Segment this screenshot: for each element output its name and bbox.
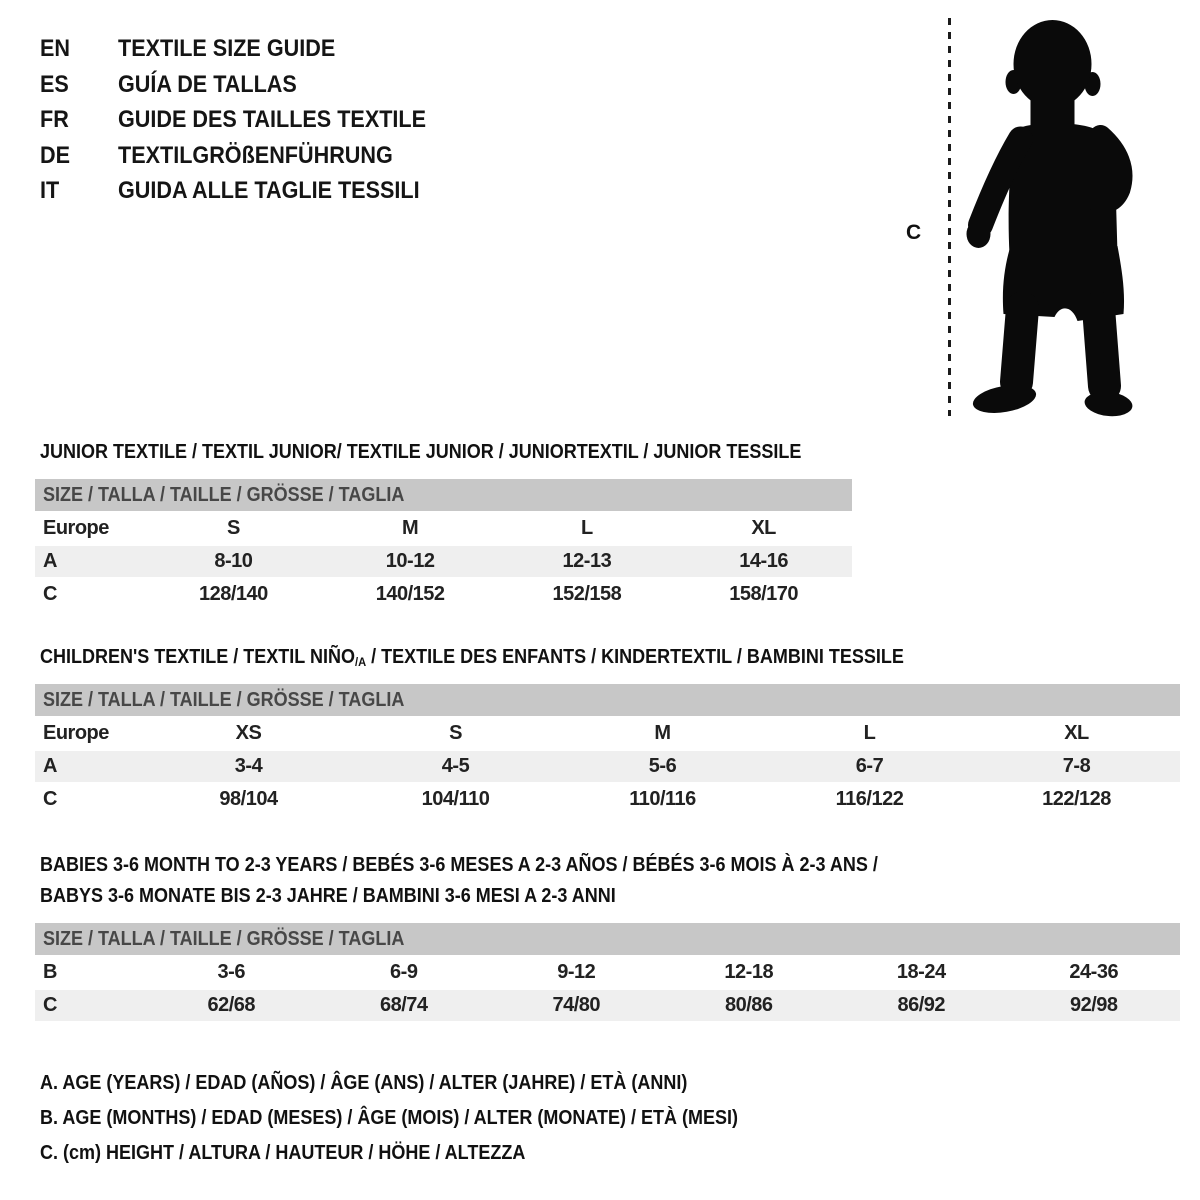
table-cell: 140/152	[375, 583, 445, 605]
row-label: Europe	[43, 517, 109, 539]
height-measure-label: C	[906, 221, 922, 244]
table-cell: 9-12	[557, 961, 596, 983]
row-label: C	[43, 788, 57, 810]
language-row-fr	[40, 102, 460, 138]
table-cell: 6-7	[855, 755, 884, 777]
children-section-title	[40, 642, 1000, 678]
guide-title-it: GUIDA ALLE TAGLIE TESSILI	[118, 177, 420, 205]
table-row	[35, 513, 852, 544]
babies-section-title	[40, 850, 971, 912]
table-cell: 122/128	[1042, 788, 1111, 810]
height-measure-dashed-line	[948, 18, 951, 416]
table-cell: 10-12	[385, 550, 435, 572]
table-cell: 18-24	[896, 961, 946, 983]
table-row	[35, 784, 1180, 815]
guide-title-en: TEXTILE SIZE GUIDE	[118, 35, 336, 62]
table-cell: 104/110	[421, 788, 490, 810]
table-cell: 4-5	[441, 755, 470, 777]
table-cell: L	[581, 517, 593, 539]
table-cell: M	[402, 517, 419, 539]
guide-title-es: GUÍA DE TALLAS	[118, 70, 297, 98]
junior-section-title-text: JUNIOR TEXTILE / TEXTIL JUNIOR/ TEXTILE JUNIOR / JUNIORTEXTIL / JUNIOR TESSILE	[40, 441, 802, 463]
table-cell: 86/92	[897, 994, 946, 1016]
table-cell: 152/158	[552, 583, 622, 605]
children-title-subscript: /A	[354, 655, 367, 670]
table-cell: 6-9	[390, 961, 418, 983]
table-cell: XL	[751, 517, 776, 539]
table-row	[35, 546, 852, 577]
row-label: B	[43, 961, 57, 983]
table-cell: 3-6	[217, 961, 245, 983]
row-label: Europe	[43, 722, 109, 744]
table-cell: 128/140	[198, 583, 268, 605]
table-row	[35, 751, 1180, 782]
row-label: C	[43, 994, 57, 1016]
table-cell: XL	[1064, 722, 1089, 744]
language-row-it	[40, 173, 460, 209]
row-label: C	[43, 583, 57, 605]
table-cell: 7-8	[1062, 755, 1091, 777]
junior-table	[35, 513, 852, 612]
table-cell: 74/80	[552, 994, 601, 1016]
language-row-de	[40, 138, 460, 174]
language-legend	[40, 31, 460, 209]
table-row	[35, 957, 1180, 988]
table-cell: 116/122	[835, 788, 904, 810]
table-cell: M	[654, 722, 671, 744]
table-row	[35, 579, 852, 610]
table-cell: 8-10	[214, 550, 253, 572]
table-cell: 62/68	[207, 994, 256, 1016]
table-cell: 80/86	[724, 994, 773, 1016]
table-cell: L	[863, 722, 876, 744]
babies-title-line2: BABYS 3-6 MONATE BIS 2-3 JAHRE / BAMBINI 3-6 MESI A 2-3 ANNI	[40, 885, 616, 907]
junior-section-title	[40, 437, 886, 468]
size-header-text: SIZE / TALLA / TAILLE / GRÖSSE / TAGLIA	[43, 928, 405, 950]
language-code: ES	[40, 70, 69, 98]
size-header-text: SIZE / TALLA / TAILLE / GRÖSSE / TAGLIA	[43, 689, 405, 711]
junior-size-header-bar	[35, 479, 852, 511]
toddler-silhouette	[963, 18, 1141, 418]
legend-notes	[40, 1066, 816, 1171]
language-row-es	[40, 67, 460, 103]
table-cell: 98/104	[219, 788, 278, 810]
table-cell: 92/98	[1069, 994, 1118, 1016]
note-age-years: A. AGE (YEARS) / EDAD (AÑOS) / ÂGE (ANS) / ALTER (JAHRE) / ETÀ (ANNI)	[40, 1072, 688, 1094]
babies-table	[35, 957, 1180, 1023]
table-cell: 158/170	[729, 583, 799, 605]
children-table	[35, 718, 1180, 817]
children-size-header-bar	[35, 684, 1180, 716]
babies-title-line1: BABIES 3-6 MONTH TO 2-3 YEARS / BEBÉS 3-6 MESES A 2-3 AÑOS / BÉBÉS 3-6 MOIS À 2-3 ANS /	[40, 854, 878, 876]
table-cell: S	[226, 517, 240, 539]
table-cell: 24-36	[1069, 961, 1119, 983]
table-cell: 5-6	[648, 755, 677, 777]
table-cell: XS	[235, 722, 262, 744]
guide-title-fr: GUIDE DES TAILLES TEXTILE	[118, 106, 427, 134]
language-code: FR	[40, 106, 69, 134]
language-code: IT	[40, 177, 60, 205]
note-height-cm: C. (cm) HEIGHT / ALTURA / HAUTEUR / HÖHE / ALTEZZA	[40, 1142, 526, 1164]
babies-size-header-bar	[35, 923, 1180, 955]
language-row-en	[40, 31, 460, 67]
note-age-months: B. AGE (MONTHS) / EDAD (MESES) / ÂGE (MOIS) / ALTER (MONATE) / ETÀ (MESI)	[40, 1107, 738, 1129]
table-cell: S	[449, 722, 462, 744]
table-cell: 3-4	[234, 755, 263, 777]
table-row	[35, 718, 1180, 749]
children-section-title-text: CHILDREN'S TEXTILE / TEXTIL $NIÑO_{/A}$ / TEXTILE DES ENFANTS / KINDERTEXTIL / BAMBINI TESSILE	[40, 646, 904, 670]
table-cell: 14-16	[739, 550, 788, 572]
row-label: A	[43, 550, 57, 572]
table-cell: 12-13	[562, 550, 612, 572]
guide-title-de: TEXTILGRÖßENFÜHRUNG	[118, 141, 393, 169]
row-label: A	[43, 755, 57, 777]
table-cell: 110/116	[629, 788, 696, 810]
table-row	[35, 990, 1180, 1021]
language-code: DE	[40, 141, 71, 169]
size-header-text: SIZE / TALLA / TAILLE / GRÖSSE / TAGLIA	[43, 484, 405, 506]
table-cell: 68/74	[379, 994, 428, 1016]
language-code: EN	[40, 35, 71, 62]
table-cell: 12-18	[724, 961, 774, 983]
